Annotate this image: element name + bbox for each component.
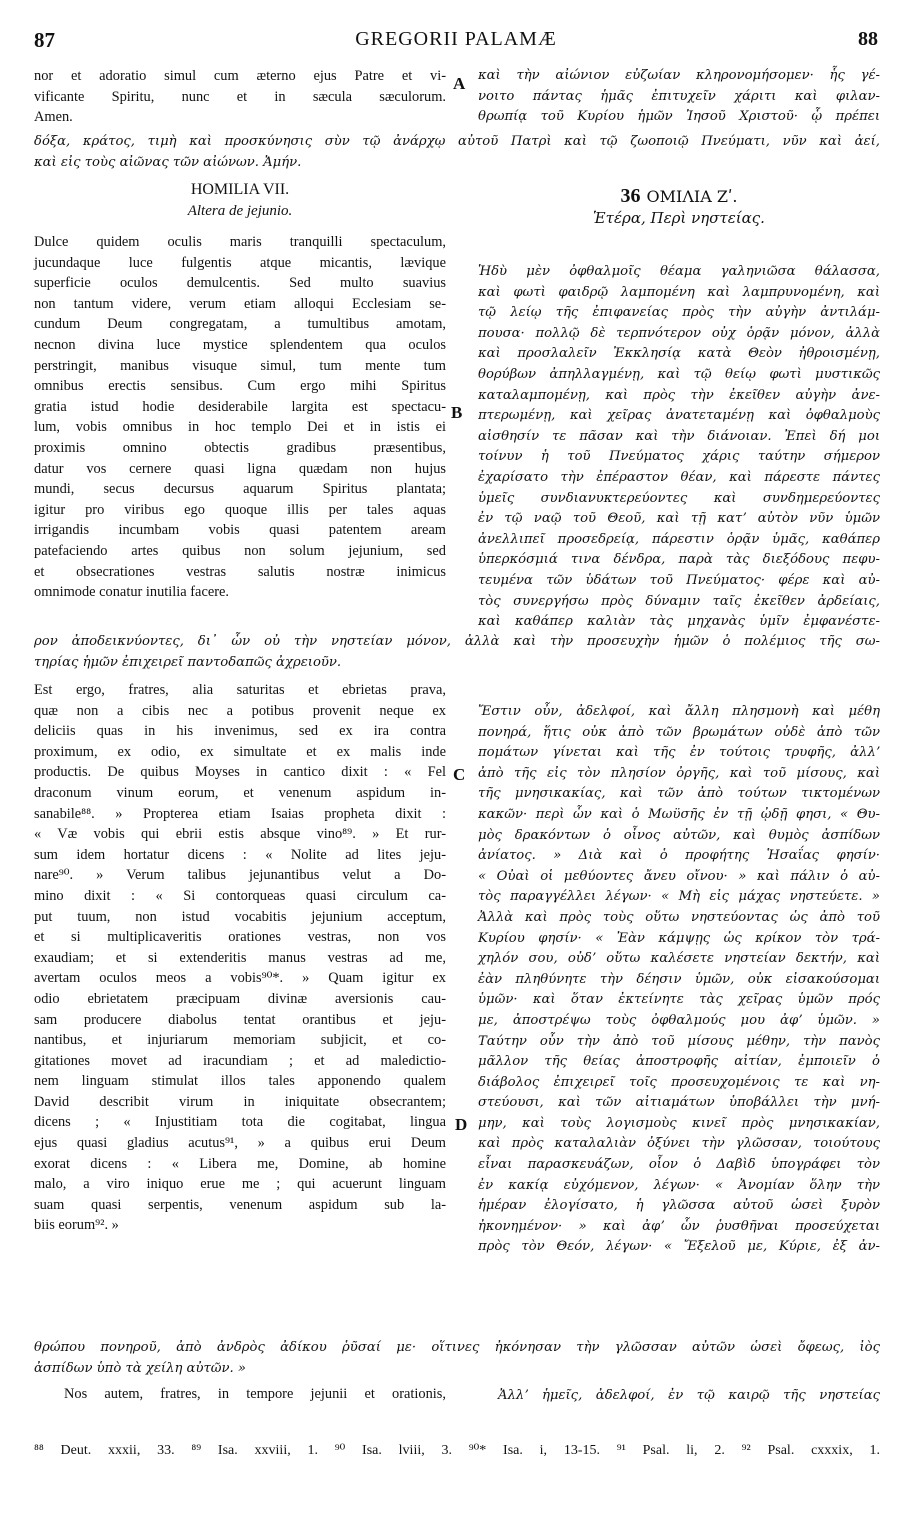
- greek-spanning-block3: [34, 1338, 880, 1379]
- latin-line: Nos autem, fratres, in tempore jejunii et orationis,: [64, 1386, 446, 1402]
- greek-line: τῷ λείῳ τῆς ἐπιφανείας πρὸς τὴν αὐγὴν ἀντιλάμ-: [478, 305, 880, 321]
- margin-marker-c: C: [453, 765, 466, 784]
- greek-line: νοιτο πάντας ἡμᾶς ἐπιτυχεῖν χάριτι καὶ φιλαν-: [478, 88, 880, 104]
- latin-line: exorat dicens : « Libera me, Domine, ab homine: [34, 1155, 446, 1172]
- greek-line: θορύβων ἀπηλλαγμένῃ, καὶ τῷ θείῳ φωτὶ μυστικῶς: [478, 366, 880, 382]
- greek-line: καταλαμπομένῃ, καὶ πρὸς τὴν ἐκεῖθεν αὐγὴν ἀνε-: [478, 387, 880, 403]
- latin-line: lum, vobis omnibus in hoc templo Dei et in istis ei: [34, 419, 446, 436]
- latin-line: necnon divina luce mystice splendentem qua oculos: [34, 336, 446, 353]
- latin-column-block3: [34, 680, 446, 1236]
- greek-line: ὑμῶν· καὶ ὅταν ἐκτείνητε τὰς χεῖρας ὑμῶν πρός: [478, 992, 880, 1008]
- column-number: 36: [620, 185, 641, 207]
- latin-line: proximum, ex odio, ex simultate et ex malis inde: [34, 743, 446, 760]
- latin-line: et si multiplicaveritis orationes vestras, non vos: [34, 929, 446, 946]
- greek-line: Κυρίου φησίν· « Ἐὰν κάμψῃς ὡς κρίκον τὸν τρά-: [478, 930, 880, 946]
- greek-span-line: καὶ εἰς τοὺς αἰῶνας τῶν αἰώνων. Ἀμήν.: [34, 154, 302, 170]
- latin-line: patefaciendo artes quibus non solum jejunium, sed: [34, 542, 446, 559]
- latin-line: ejus quasi gladius acutus⁹¹, » a quibus erui Deum: [34, 1135, 446, 1152]
- latin-line: David describit virum in iniquitate obsecrantem;: [34, 1093, 446, 1110]
- latin-line: « Væ vobis qui ebrii estis absque vino⁸⁹. » Et rur-: [34, 826, 446, 843]
- greek-line: « Οὐαὶ οἱ μεθύοντες ἄνευ οἴνου· » καὶ πάλιν ὁ αὐ-: [478, 868, 880, 884]
- latin-line: sam producere diabolus tentat orantibus et jeju-: [34, 1011, 446, 1028]
- latin-line: nem linguam stimulat illos tales apponendo qualem: [34, 1073, 446, 1090]
- latin-line: quæ non a cibis nec a potibus provenit neque ex: [34, 702, 446, 719]
- greek-span-line: τηρίας ἡμῶν ἐπιχειρεῖ παντοδαπῶς ἀχρειοῦν.: [34, 654, 342, 670]
- greek-column-block3: [478, 702, 880, 1258]
- greek-line: τὸς συνεργήσω πρὸς δύναμιν ταῖς ἐκεῖθεν ἀρδείαις,: [478, 593, 880, 609]
- latin-line: draconum vinum eorum, et venenum aspidum in-: [34, 784, 446, 801]
- latin-line: put tuum, non istud vocabitis jejunium acceptum,: [34, 908, 446, 925]
- latin-line: proximis omnino obtectis gradibus præsentibus,: [34, 439, 446, 456]
- greek-line: εἶναι παρασκευάζων, οἷον ὁ Δαβὶδ ὑπογράφει τὸν: [478, 1157, 880, 1173]
- greek-span-line: θρώπου πονηροῦ, ἀπὸ ἀνδρὸς ἀδίκου ῥῦσαί με· οἵτινες ἠκόνησαν τὴν γλῶσσαν αὐτῶν ὡσεὶ ὄφεως, ἰὸς: [34, 1340, 880, 1355]
- greek-line: ἠκονημένον· » καὶ ἀφʼ ὧν ῥυσθῆναι προσεύχεται: [478, 1218, 880, 1234]
- latin-column-block1: [34, 66, 446, 128]
- latin-line: suam quasi serpentis, venenum aspidum sub la-: [34, 1196, 446, 1213]
- latin-line: Dulce quidem oculis maris tranquilli spectaculum,: [34, 234, 446, 250]
- greek-line: Ἀλλὰ καὶ πρὸς τοὺς οὕτω νηστεύοντας ὡς ἀπὸ τοῦ: [478, 909, 880, 925]
- greek-line: πουσα· πολλῷ δὲ τερπνότερον οὐχ ὁρᾷν μόνον, ἀλλὰ: [478, 325, 880, 341]
- latin-line: perstringit, manibus visuque simul, tum mente tum: [34, 357, 446, 374]
- latin-line: Est ergo, fratres, alia saturitas et ebrietas prava,: [34, 682, 446, 698]
- latin-line: mino dixit : « Si contorqueas quasi circulum ca-: [34, 887, 446, 904]
- margin-marker-b: B: [451, 403, 463, 422]
- greek-column-block4: [478, 1386, 880, 1407]
- latin-line: superficie oculos demulcentis. Sed multo suavius: [34, 275, 446, 292]
- greek-line: καὶ τὴν αἰώνιον εὐζωίαν κληρονομήσομεν· ἧς γέ-: [478, 68, 880, 83]
- greek-line: καὶ πρὸς καταλαλιὰν ὀξύνει τὴν γλῶσσαν, τοιούτους: [478, 1136, 880, 1152]
- greek-line: τοίνυν ἡ τοῦ Πνεύματος χάρις ταύτην σήμερον: [478, 449, 880, 465]
- latin-line: cundum Deum congregatam, a tumultibus amotam,: [34, 316, 446, 333]
- greek-line: ἐν τῷ ναῷ τοῦ Θεοῦ, καὶ τῇ κατʼ αὐτὸν νῦν ὑμῶν: [478, 511, 880, 527]
- greek-line: κακῶν· περὶ ὧν καὶ ὁ Μωϋσῆς ἐν τῇ ᾠδῇ φησι, « Θυ-: [478, 806, 880, 822]
- latin-line: odio ebrietatem præcipuam divinæ aversionis cau-: [34, 990, 446, 1007]
- greek-span-line: ἀσπίδων ὑπὸ τὰ χείλη αὐτῶν. »: [34, 1360, 246, 1376]
- greek-line: Ἡδὺ μὲν ὀφθαλμοῖς θέαμα γαληνιῶσα θάλασσα,: [478, 264, 880, 279]
- greek-spanning-block1: [34, 132, 880, 173]
- latin-line: mundi, secus decursus aquarum Spiritus plantata;: [34, 481, 446, 498]
- latin-column-block2: [34, 232, 446, 603]
- greek-line: πτερωμένῃ, καὶ χεῖρας ἀνατεταμένῃ καὶ ὀφθαλμοὺς: [478, 408, 880, 424]
- greek-line: ἀπὸ τῆς εἰς τὸν πλησίον ὀργῆς, καὶ τοῦ μίσους, καὶ: [478, 765, 880, 781]
- homily-title-greek-text: ΟΜΙΛΙΑ Ζʹ.: [646, 187, 738, 206]
- greek-heading: [478, 186, 880, 228]
- latin-line: gitationes movet ad iracundiam ; et ad maledictio-: [34, 1052, 446, 1069]
- greek-line: τῆς μνησικακίας, καὶ τῶν ἀπὸ τούτων τικτομένων: [478, 786, 880, 802]
- latin-line: biis eorum⁹². »: [34, 1217, 119, 1234]
- latin-line: nor et adoratio simul cum æterno ejus Patre et vi-: [34, 68, 446, 84]
- greek-line: ἐὰν πληθύνητε τὴν δέησιν ὑμῶν, οὐκ εἰσακούσομαι: [478, 971, 880, 987]
- greek-line: θρωπίᾳ τοῦ Κυρίου ἡμῶν Ἰησοῦ Χριστοῦ· ᾧ πρέπει: [478, 109, 880, 125]
- latin-line: jucundaque luce fulgentis atque micantis, lævique: [34, 254, 446, 271]
- greek-line: καὶ καθάπερ καλιὰν τὰς μηχανὰς ὑμῖν ἐμφανέστε-: [478, 614, 880, 630]
- greek-line: ὑπερκόσμιά τινα δένδρα, παρὰ τὰς διεξόδους πεφυ-: [478, 552, 880, 568]
- latin-line: productis. De quibus Moyses in cantico dixit : « Fel: [34, 764, 446, 781]
- greek-line: διάβολος ἐπιχειρεῖ τοῖς προσευχομένοις τε καὶ νη-: [478, 1074, 880, 1090]
- homily-subtitle-greek: Ἑτέρα, Περὶ νηστείας.: [593, 208, 765, 227]
- greek-line: ἡμέραν ἐλογίσατο, ἡ γλῶσσα αὐτοῦ ὡσεὶ ξυρὸν: [478, 1198, 880, 1214]
- greek-line: Ἀλλʼ ἡμεῖς, ἀδελφοί, ἐν τῷ καιρῷ τῆς νηστείας: [498, 1388, 880, 1403]
- running-title: GREGORII PALAMÆ: [355, 28, 557, 50]
- greek-line: ἐχαρίσατο τὴν ἐπέραστον θέαν, καὶ πάρεστε πάντες: [478, 469, 880, 485]
- greek-line: στεύουσι, καὶ τῶν αἰτιαμάτων ὑποβάλλει τὴν μνή-: [478, 1095, 880, 1111]
- margin-marker-a: A: [453, 74, 466, 93]
- greek-line: Ἔστιν οὖν, ἀδελφοί, καὶ ἄλλη πλησμονὴ καὶ μέθη: [478, 704, 880, 719]
- page-number-right: 88: [858, 28, 878, 50]
- latin-line: dicens ; « Injustitiam tota die cogitabat, lingua: [34, 1114, 446, 1131]
- page-number-left: 87: [34, 28, 55, 52]
- latin-line: avertam oculos meos a vobis⁹⁰*. » Quam igitur ex: [34, 970, 446, 987]
- latin-line: deliciis quas in his invenimus, sed ex ira contra: [34, 723, 446, 740]
- greek-spanning-block2: [34, 632, 880, 673]
- greek-column-block1: [478, 66, 880, 128]
- latin-column-block4: [34, 1384, 446, 1405]
- latin-line: gratia istud hodie desiderabile largita est spectacu-: [34, 398, 446, 415]
- latin-line: nantibus, et injuriarum memoriam subjicit, et co-: [34, 1032, 446, 1049]
- greek-line: πρὸς τὸν Θεόν, λέγων· « Ἔξελοῦ με, Κύριε, ἐξ ἀν-: [478, 1239, 880, 1255]
- latin-line: malo, a viro iniquo erue me ; qui acuerunt linguam: [34, 1176, 446, 1193]
- footnotes: ⁸⁸ Deut. xxxii, 33. ⁸⁹ Isa. xxviii, 1. ⁹⁰ Isa. lviii, 3. ⁹⁰* Isa. i, 13-15. ⁹¹ Psal. li, 2. ⁹² Psal. cxxxix, 1.: [34, 1443, 880, 1458]
- greek-column-block2: [478, 262, 880, 633]
- latin-line: vificante Spiritu, nunc et in sæcula sæculorum.: [34, 88, 446, 105]
- margin-marker-d: D: [455, 1115, 468, 1134]
- latin-line: irrigandis incumbam vobis quasi patentem aream: [34, 522, 446, 539]
- greek-line: ἀνίατος. » Διὰ καὶ ὁ προφήτης Ἡσαΐας φησίν·: [478, 848, 880, 864]
- latin-line: omnimode conatur inutilia facere.: [34, 584, 229, 601]
- greek-line: με, ἀποστρέψω τοὺς ὀφθαλμούς μου ἀφʼ ὑμῶν. »: [478, 1012, 880, 1028]
- greek-line: ἀνελλιπεῖ προσεδρείᾳ, πάρεστιν ὁρᾷν ὑμᾶς, καθάπερ: [478, 531, 880, 547]
- greek-line: Ταύτην οὖν τὴν ἀπὸ τοῦ μίσους μέθην, τὴν πανὸς: [478, 1033, 880, 1049]
- latin-line: et obsecrationes vestras salutis nostræ inimicus: [34, 563, 446, 580]
- greek-line: ἐν κακίᾳ εὐχόμενον, λέγων· « Ἀνομίαν ὅλην τὴν: [478, 1177, 880, 1193]
- greek-line: μὸς δρακόντων ὁ οἶνος αὐτῶν, καὶ θυμὸς ἀσπίδων: [478, 827, 880, 843]
- greek-line: καὶ φωτὶ φαιδρῷ λαμπομένη καὶ λαμπρυνομένη, καὶ: [478, 284, 880, 300]
- latin-heading: [34, 180, 446, 221]
- greek-line: ὑμεῖς συνδιανυκτερεύοντες καὶ συνδημερεύοντες: [478, 490, 880, 506]
- latin-line: sum idem hortatur dicens : « Nolite ad lites jeju-: [34, 846, 446, 863]
- greek-line: χηλόν σου, οὐδʼ οὕτω καλέσετε νηστείαν δεκτήν, καὶ: [478, 951, 880, 967]
- greek-line: μᾶλλον τῆς θείας ἀποστροφῆς αἰτίαν, ἐμποιεῖν ὁ: [478, 1054, 880, 1070]
- greek-span-line: ρον ἀποδεικνύοντες, δι᾽ ὧν οὐ τὴν νηστείαν μόνον, ἀλλὰ καὶ τὴν προσευχὴν ἡμῶν ὁ πολέμιος τῆς σω-: [34, 634, 880, 649]
- greek-line: μην, καὶ τοὺς λογισμοὺς κινεῖ πρὸς μνησικακίαν,: [478, 1115, 880, 1131]
- latin-line: non tantum videre, verum etiam alloqui Ecclesiam se-: [34, 295, 446, 312]
- homily-subtitle-latin: Altera de jejunio.: [187, 202, 293, 219]
- greek-span-line: δόξα, κράτος, τιμὴ καὶ προσκύνησις σὺν τῷ ἀνάρχῳ αὐτοῦ Πατρὶ καὶ τῷ ζωοποιῷ Πνεύματι, νῦν καὶ ἀεί,: [34, 134, 880, 149]
- greek-line: τευμένα τῶν ὑδάτων τοῦ Πνεύματος· φέρε καὶ αὐ-: [478, 572, 880, 588]
- greek-line: τὸς παραγγέλλει λέγων· « Μὴ εἰς μάχας νηστεύετε. »: [478, 889, 880, 905]
- latin-line: exaudiam; et si extenderitis manus vestras ad me,: [34, 949, 446, 966]
- greek-line: πονηρά, ἥτις οὐκ ἀπὸ τῶν βρωμάτων οὐδὲ ἀπὸ τῶν: [478, 724, 880, 740]
- latin-line: nare⁹⁰. » Verum talibus jejunantibus velut a Do-: [34, 867, 446, 884]
- greek-line: πομάτων γίνεται καὶ τῆς ἐν τούτοις τρυφῆς, ἀλλʼ: [478, 745, 880, 761]
- greek-line: καὶ προσλαλεῖν Ἐκκλησίᾳ κατὰ Θεὸν ἠθροισμένῃ,: [478, 346, 880, 362]
- latin-line: igitur pro viribus ego quoque illis per tales aquas: [34, 501, 446, 518]
- homily-title-greek: [478, 186, 880, 208]
- running-header: [34, 28, 878, 54]
- latin-line: Amen.: [34, 109, 73, 126]
- homily-title-latin: HOMILIA VII.: [190, 181, 290, 198]
- latin-line: datur vos cernere quasi ligna quædam non hujus: [34, 460, 446, 477]
- greek-line: αἰσθησίν τε πᾶσαν καὶ τὴν διάνοιαν. Ἐπεὶ δή μοι: [478, 428, 880, 444]
- latin-line: sanabile⁸⁸. » Propterea etiam Isaias propheta dixit :: [34, 805, 446, 822]
- latin-line: omnibus erectis sensibus. Cum ergo mihi Spiritus: [34, 378, 446, 395]
